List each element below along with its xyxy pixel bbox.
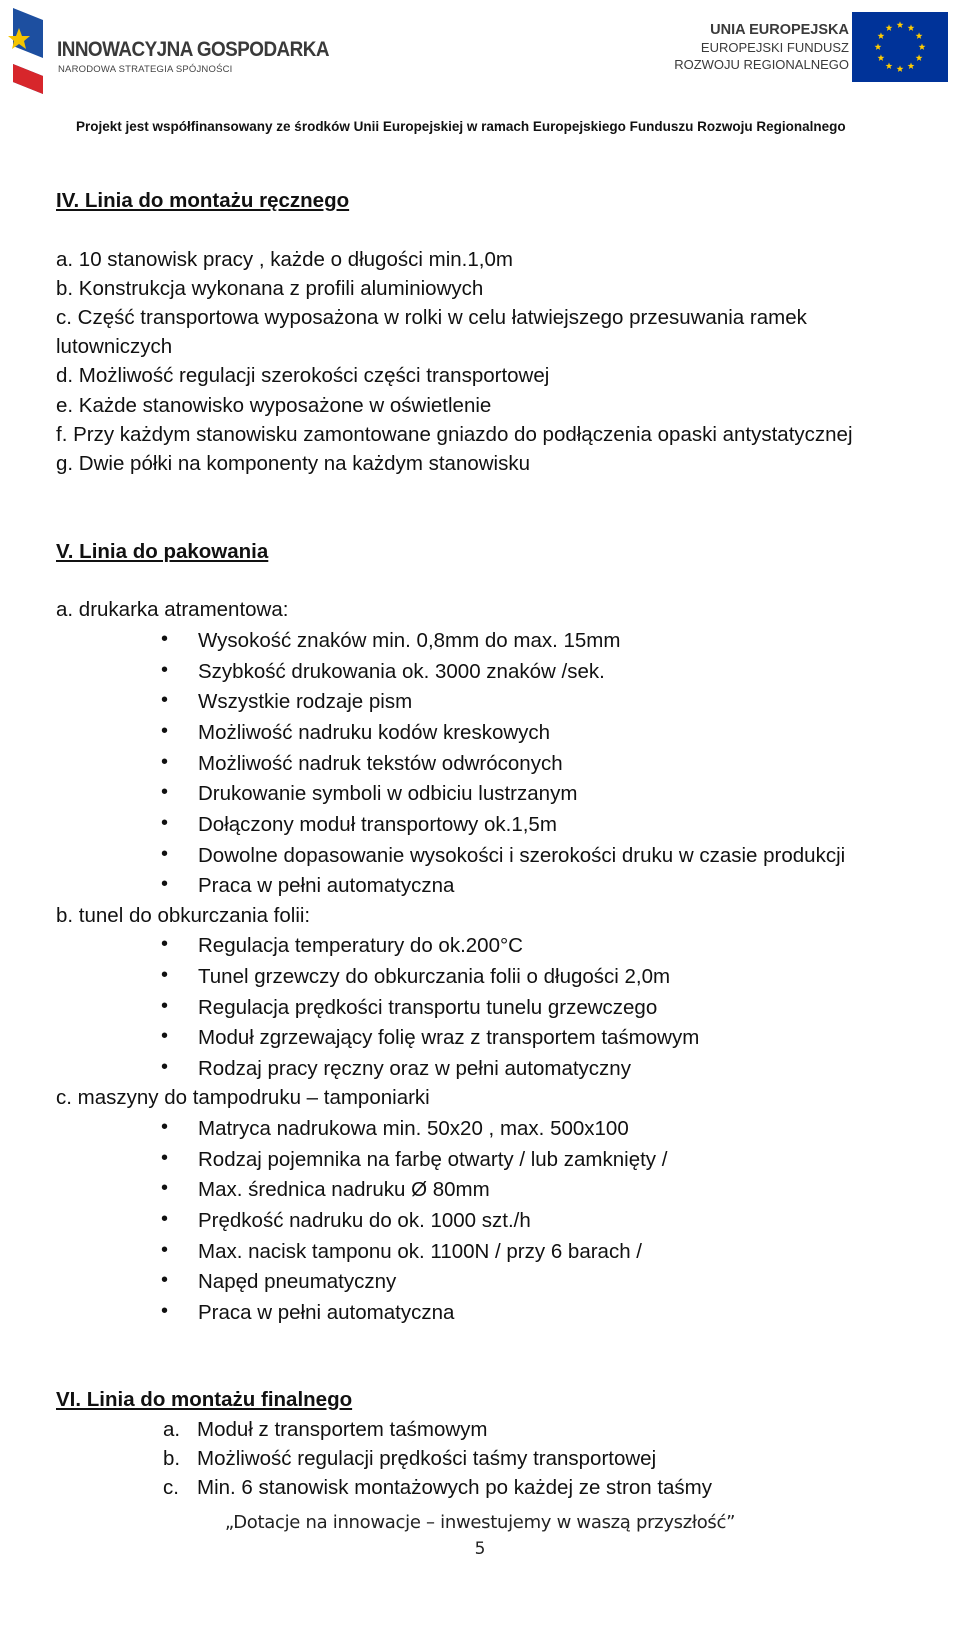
bullet-item: • Praca w pełni automatyczna [198, 1301, 454, 1325]
ordered-item-text: Min. 6 stanowisk montażowych po każdej ze stron taśmy [197, 1476, 712, 1499]
section-heading-v: V. Linia do pakowania [56, 540, 269, 563]
ordered-item-marker: b. [163, 1447, 181, 1470]
list-item: e. Każde stanowisko wyposażone w oświetlenie [56, 394, 492, 417]
list-item-continuation: lutowniczych [56, 335, 173, 358]
bullet-item: • Rodzaj pracy ręczny oraz w pełni automatyczny [198, 1057, 631, 1081]
section-heading-vi: VI. Linia do montażu finalnego [56, 1388, 353, 1411]
ordered-item-marker: c. [163, 1476, 179, 1499]
page-footer [0, 1512, 960, 1559]
bullet-item: • Napęd pneumatyczny [198, 1270, 396, 1294]
bullet-item: • Tunel grzewczy do obkurczania folii o długości 2,0m [198, 965, 670, 989]
page-number: 5 [474, 1539, 486, 1559]
cofinancing-note: Projekt jest współfinansowany ze środków Unii Europejskiej w ramach Europejskiego Funduszu Rozwoju Regionalnego [76, 119, 846, 134]
bullet-item: • Praca w pełni automatyczna [198, 874, 454, 898]
sublist-label-a: a. drukarka atramentowa: [56, 598, 289, 621]
eu-logo-line3: ROZWOJU REGIONALNEGO [674, 57, 849, 72]
list-item: g. Dwie półki na komponenty na każdym stanowisku [56, 452, 531, 475]
ig-logo-tagline: NARODOWA STRATEGIA SPÓJNOŚCI [58, 64, 233, 75]
eu-logo-line1: UNIA EUROPEJSKA [710, 22, 849, 38]
ordered-item [163, 1418, 488, 1442]
bullet-item: • Szybkość drukowania ok. 3000 znaków /sek. [198, 660, 605, 684]
eu-logo-line2: EUROPEJSKI FUNDUSZ [700, 40, 849, 55]
ig-flag-mark-icon [5, 6, 51, 96]
bullet-item: • Prędkość nadruku do ok. 1000 szt./h [198, 1209, 531, 1233]
bullet-item: • Dowolne dopasowanie wysokości i szerokości druku w czasie produkcji [198, 844, 845, 868]
ordered-item-marker: a. [163, 1418, 181, 1441]
bullet-item: • Rodzaj pojemnika na farbę otwarty / lub zamknięty / [198, 1148, 667, 1172]
footer-slogan: „Dotacje na innowacje – inwestujemy w waszą przyszłość” [224, 1512, 736, 1533]
bullet-item: • Regulacja prędkości transportu tunelu grzewczego [198, 996, 657, 1020]
list-item: d. Możliwość regulacji szerokości części transportowej [56, 364, 550, 387]
ordered-item-text: Moduł z transportem taśmowym [197, 1418, 488, 1441]
bullet-item: • Regulacja temperatury do ok.200°C [198, 934, 523, 958]
sublist-label-b: b. tunel do obkurczania folii: [56, 904, 311, 927]
ig-logo-name: INNOWACYJNA GOSPODARKA [57, 38, 329, 61]
section-heading-iv: IV. Linia do montażu ręcznego [56, 189, 350, 212]
ordered-item-text: Możliwość regulacji prędkości taśmy transportowej [197, 1447, 657, 1470]
bullet-item: • Max. średnica nadruku Ø 80mm [198, 1178, 490, 1202]
bullet-item: • Drukowanie symboli w odbiciu lustrzanym [198, 782, 577, 806]
eu-logo-text [674, 22, 849, 73]
innowacyjna-gospodarka-logo [5, 6, 329, 96]
bullet-item: • Wszystkie rodzaje pism [198, 690, 412, 714]
bullet-item: • Możliwość nadruk tekstów odwróconych [198, 752, 563, 776]
bullet-item: • Max. nacisk tamponu ok. 1100N / przy 6 barach / [198, 1240, 642, 1264]
eu-logo [674, 12, 955, 92]
eu-flag-icon [852, 12, 948, 82]
bullet-item: • Wysokość znaków min. 0,8mm do max. 15mm [198, 629, 620, 653]
bullet-item: • Matryca nadrukowa min. 50x20 , max. 500x100 [198, 1117, 629, 1141]
bullet-item: • Dołączony moduł transportowy ok.1,5m [198, 813, 557, 837]
ordered-item [163, 1476, 712, 1500]
list-item: f. Przy każdym stanowisku zamontowane gniazdo do podłączenia opaski antystatycznej [56, 423, 853, 446]
sublist-label-c: c. maszyny do tampodruku – tamponiarki [56, 1086, 430, 1109]
list-item: b. Konstrukcja wykonana z profili aluminiowych [56, 277, 484, 300]
list-item: a. 10 stanowisk pracy , każde o długości min.1,0m [56, 248, 513, 271]
ordered-item [163, 1447, 656, 1471]
bullet-item: • Moduł zgrzewający folię wraz z transportem taśmowym [198, 1026, 699, 1050]
bullet-item: • Możliwość nadruku kodów kreskowych [198, 721, 550, 745]
list-item: c. Część transportowa wyposażona w rolki w celu łatwiejszego przesuwania ramek [56, 306, 807, 329]
page-header [0, 0, 960, 145]
